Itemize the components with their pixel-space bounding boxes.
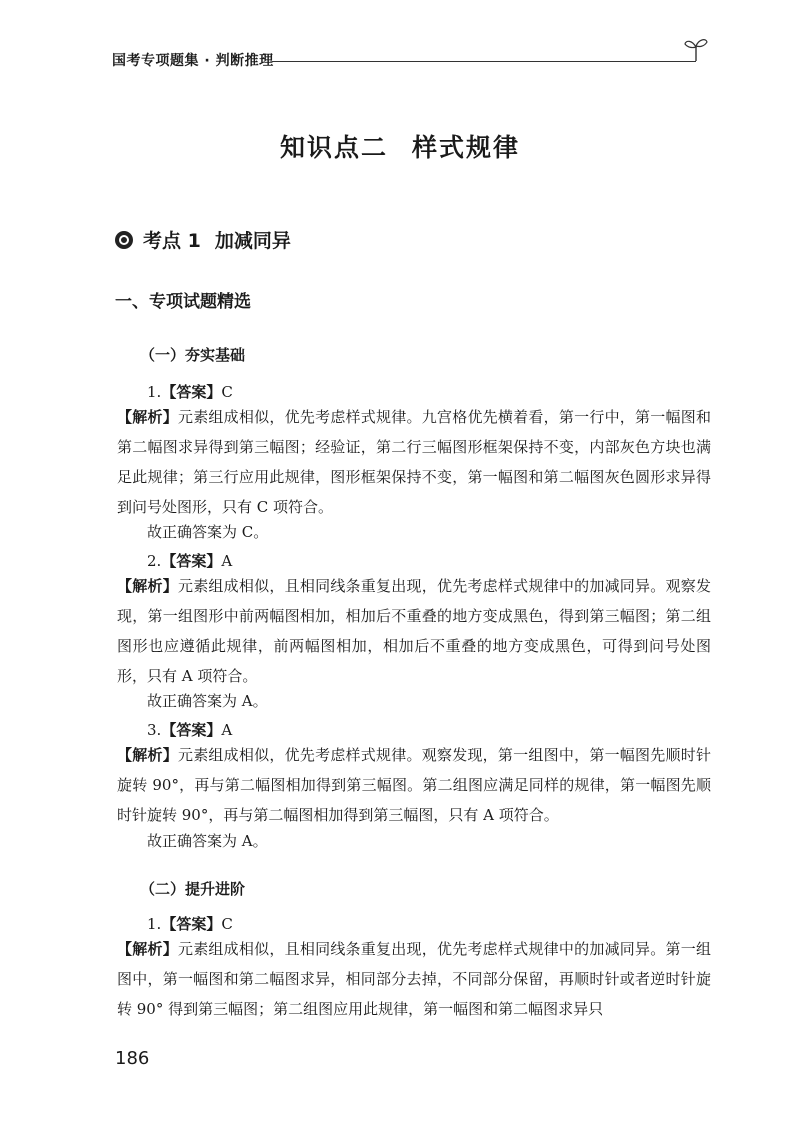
answer-value: A [221,721,233,739]
explanation-text: 元素组成相似，且相同线条重复出现，优先考虑样式规律中的加减同异。第一组图中，第一幅图和第二幅图求异，相同部分去掉，不同部分保留，再顺时针或者逆时针旋转 90° 得到第三幅图；第二组图应用此规律，第一幅图和第二幅图求异只 [117,940,711,1018]
chapter-title-part2: 样式规律 [412,133,521,162]
explanation-label: 【解析】 [117,577,178,595]
answer-line-4 [147,913,233,934]
answer-line-1 [147,381,233,402]
question-number: 2. [147,552,162,570]
page-number: 186 [115,1048,150,1069]
answer-label: 【答案】 [161,383,222,401]
explanation-text: 元素组成相似，优先考虑样式规律。九宫格优先横着看，第一行中，第一幅图和第二幅图求异得到第三幅图；经验证，第二行三幅图形框架保持不变，内部灰色方块也满足此规律；第三行应用此规律，图形框架保持不变，第一幅图和第二幅图灰色圆形求异得到问号处图形，只有 C 项符合。 [117,408,711,516]
explanation-text: 元素组成相似，优先考虑样式规律。观察发现，第一组图中，第一幅图先顺时针旋转 90°，再与第二幅图相加得到第三幅图。第二组图应满足同样的规律，第一幅图先顺时针旋转 90°，再与第二幅图相加得到第三幅图，只有 A 项符合。 [117,746,711,824]
sprout-icon [684,36,708,62]
topic-heading [115,226,291,253]
question-number: 3. [147,721,162,739]
answer-value: A [221,552,233,570]
question-number: 1. [147,915,162,933]
answer-label: 【答案】 [161,721,222,739]
header-rule [272,61,696,62]
subsection-heading-1: （一）夯实基础 [140,346,246,364]
header-title: 国考专项题集 · 判断推理 [112,53,274,69]
answer-label: 【答案】 [161,552,222,570]
explanation-label: 【解析】 [117,940,178,958]
conclusion-1: 故正确答案为 C。 [147,523,269,541]
conclusion-3: 故正确答案为 A。 [147,832,268,850]
answer-value: C [221,915,233,933]
answer-line-2 [147,550,232,571]
bullet-icon [115,231,133,249]
answer-label: 【答案】 [161,915,222,933]
question-number: 1. [147,383,162,401]
chapter-title [0,128,800,164]
explanation-1 [117,402,711,522]
subsection-heading-2: （二）提升进阶 [140,880,246,898]
running-header [112,50,708,72]
explanation-text: 元素组成相似，且相同线条重复出现，优先考虑样式规律中的加减同异。观察发现，第一组图形中前两幅图相加，相加后不重叠的地方变成黑色，得到第三幅图；第二组图形也应遵循此规律，前两幅图相加，相加后不重叠的地方变成黑色，可得到问号处图形，只有 A 项符合。 [117,577,711,685]
explanation-3 [117,740,711,830]
topic-label: 考点 1 [143,230,201,252]
answer-value: C [221,383,233,401]
explanation-2 [117,571,711,691]
explanation-4 [117,934,711,1024]
answer-line-3 [147,719,232,740]
conclusion-2: 故正确答案为 A。 [147,692,268,710]
explanation-label: 【解析】 [117,408,178,426]
chapter-title-part1: 知识点二 [279,133,388,162]
explanation-label: 【解析】 [117,746,178,764]
section-heading: 一、专项试题精选 [115,292,251,312]
topic-name: 加减同异 [214,230,291,252]
